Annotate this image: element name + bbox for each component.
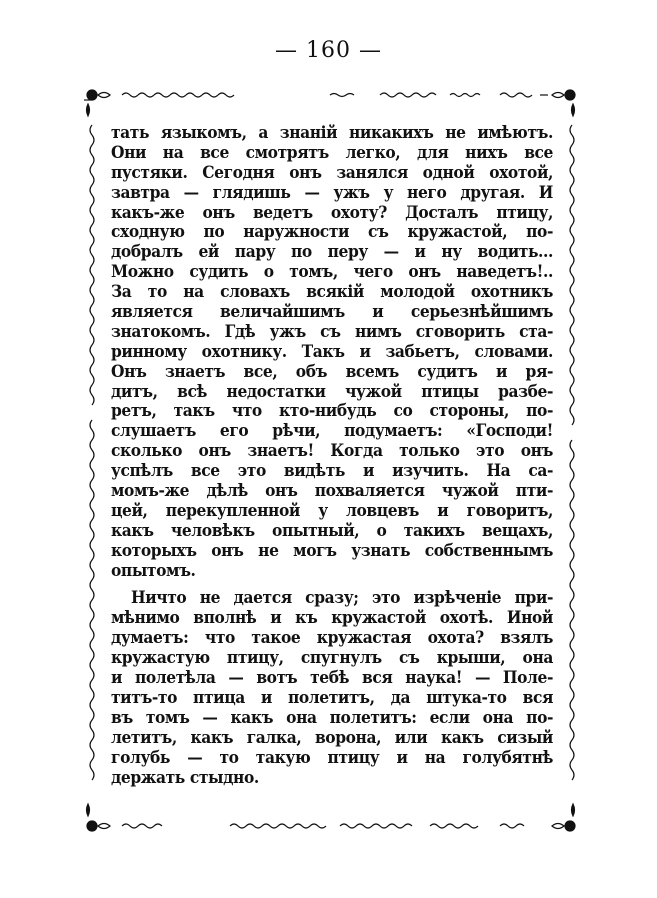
text-line: мѣнимо вполнѣ и къ кружастой охотѣ. Иной (111, 608, 553, 629)
text-line: успѣлъ все это видѣть и изучить. На са- (111, 461, 553, 482)
flourish-icon-bottom-right (552, 804, 575, 831)
paragraph (111, 589, 553, 788)
paragraph (111, 124, 553, 581)
right-border (570, 125, 574, 780)
text-line: Можно судить о томъ, чего онъ наведетъ!.. (111, 262, 553, 283)
text-line: завтра — глядишь — ужъ у него другая. И (111, 182, 553, 203)
flourish-icon-top-right (540, 90, 575, 116)
text-line: тать языкомъ, а знаній никакихъ не имѣютъ. (111, 123, 553, 143)
text-line: добралъ ей пару по перу — и ну водить... (111, 242, 553, 263)
text-line: цей, перекупленной у ловцевъ и говоритъ, (111, 500, 553, 521)
text-line: летитъ, какъ галка, ворона, или какъ сизый (111, 727, 553, 748)
left-border (90, 125, 94, 780)
text-line: и полетѣла — вотъ тебѣ вся наука! — Поле- (111, 668, 553, 689)
text-line: За то на словахъ всякій молодой охотникъ (111, 282, 553, 303)
text-line: Ничто не дается сразу; это изрѣченіе при- (131, 588, 553, 609)
text-line: держать стыдно. (111, 767, 259, 788)
text-line: знатокомъ. Гдѣ ужъ съ нимъ сговорить ста- (111, 321, 553, 342)
text-line: какъ человѣкъ опытный, о такихъ вещахъ, (111, 520, 553, 541)
text-line: пустяки. Сегодня онъ занялся одной охотой, (111, 162, 553, 183)
page-number: — 160 — (275, 38, 382, 63)
bottom-border (122, 824, 524, 828)
text-line: ринному охотнику. Такъ и забьетъ, словами. (111, 341, 553, 362)
text-line: сколько онъ знаетъ! Когда только это онъ (111, 441, 553, 462)
body-text (111, 124, 553, 788)
text-line: Онъ знаетъ все, объ всемъ судитъ и ря- (111, 361, 553, 382)
text-line: является величайшимъ и серьезнѣйшимъ (111, 302, 553, 323)
text-line: кружастую птицу, спугнулъ съ крыши, она (111, 648, 553, 669)
text-line: ретъ, такъ что кто-нибудь со стороны, по- (111, 401, 553, 422)
text-line: думаетъ: что такое кружастая охота? взялъ (111, 628, 553, 649)
top-border (122, 93, 532, 97)
text-line: сходную по наружности съ кружастой, по- (111, 222, 553, 243)
text-line: опытомъ. (111, 560, 196, 581)
text-line: титъ-то птица и полетитъ, да штука-то вся (111, 687, 553, 708)
text-line: момъ-же дѣлѣ онъ похваляется чужой пти- (111, 481, 553, 502)
text-line: въ томъ — какъ она полетитъ: если она по- (111, 707, 553, 728)
text-line: которыхъ онъ не могъ узнать собственнымъ (111, 540, 553, 561)
text-line: какъ-же онъ ведетъ охоту? Досталъ птицу, (111, 202, 553, 223)
text-line: дитъ, всѣ недостатки чужой птицы разбе- (111, 381, 553, 402)
text-line: слушаетъ его рѣчи, подумаетъ: «Господи! (111, 421, 553, 442)
flourish-icon-bottom-left (87, 804, 111, 831)
text-line: Они на все смотрятъ легко, для нихъ все (111, 142, 553, 163)
text-line: голубь — то такую птицу и на голубятнѣ (111, 747, 553, 768)
flourish-icon-top-left (84, 90, 110, 116)
